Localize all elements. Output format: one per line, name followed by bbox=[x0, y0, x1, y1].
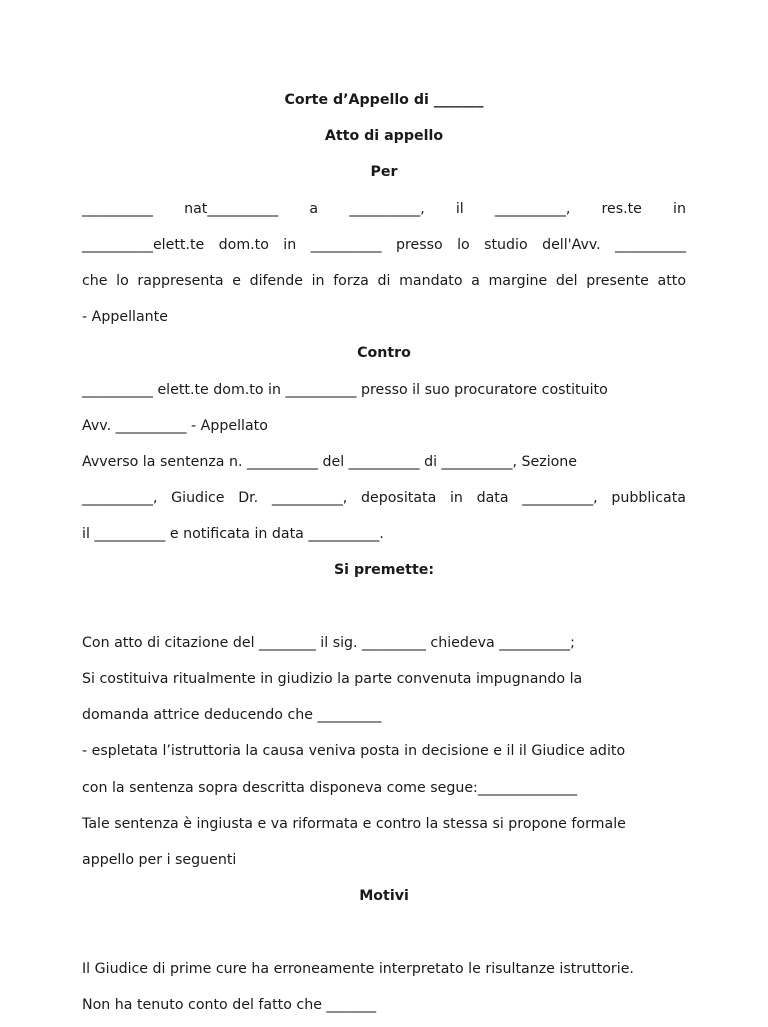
contro-heading: Contro bbox=[357, 345, 411, 362]
premesse-heading: Si premette: bbox=[333, 562, 435, 579]
premesse-line: domanda attrice deducendo che _________ bbox=[82, 707, 382, 724]
premesse-line: Si costituiva ritualmente in giudizio la parte convenuta impugnando la bbox=[82, 671, 583, 687]
premesse-line: Tale sentenza è ingiusta e va riformata e contro la stessa si propone formale bbox=[82, 815, 626, 832]
premesse-line: appello per i seguenti bbox=[82, 851, 237, 868]
motivi-line: Il Giudice di prime cure ha erroneamente interpretato le risultanze istruttorie. bbox=[82, 960, 634, 977]
per-line: - Appellante bbox=[82, 309, 168, 326]
per-line: __________elett.te dom.to in __________ presso lo studio dell'Avv. __________ bbox=[82, 236, 686, 253]
court-title: Corte d’Appello di _______ bbox=[284, 92, 484, 108]
contro-line: __________, Giudice Dr. __________, depositata in data __________, pubblicata bbox=[82, 490, 686, 507]
motivi-heading: Motivi bbox=[359, 888, 409, 905]
per-line: __________ nat__________ a __________, il __________, res.te in bbox=[82, 200, 686, 217]
premesse-line: - espletata l’istruttoria la causa veniva posta in decisione e il il Giudice adito bbox=[82, 743, 626, 760]
per-line: che lo rappresenta e difende in forza di mandato a margine del presente atto bbox=[82, 272, 686, 289]
motivi-line: Non ha tenuto conto del fatto che _______ bbox=[82, 996, 377, 1013]
document-page bbox=[82, 86, 686, 1027]
contro-line: Avv. __________ - Appellato bbox=[82, 417, 268, 434]
premesse-line: con la sentenza sopra descritta disponeva come segue:______________ bbox=[82, 779, 578, 796]
blank-line bbox=[82, 918, 686, 954]
blank-line bbox=[82, 593, 686, 629]
document-subtitle: Atto di appello bbox=[324, 128, 444, 145]
contro-line: il __________ e notificata in data __________. bbox=[82, 526, 384, 543]
premesse-line: Con atto di citazione del ________ il sig. _________ chiedeva __________; bbox=[82, 634, 575, 651]
contro-line: __________ elett.te dom.to in __________ presso il suo procuratore costituito bbox=[82, 381, 608, 398]
per-heading: Per bbox=[370, 164, 398, 181]
contro-line: Avverso la sentenza n. __________ del __________ di __________, Sezione bbox=[82, 453, 578, 470]
